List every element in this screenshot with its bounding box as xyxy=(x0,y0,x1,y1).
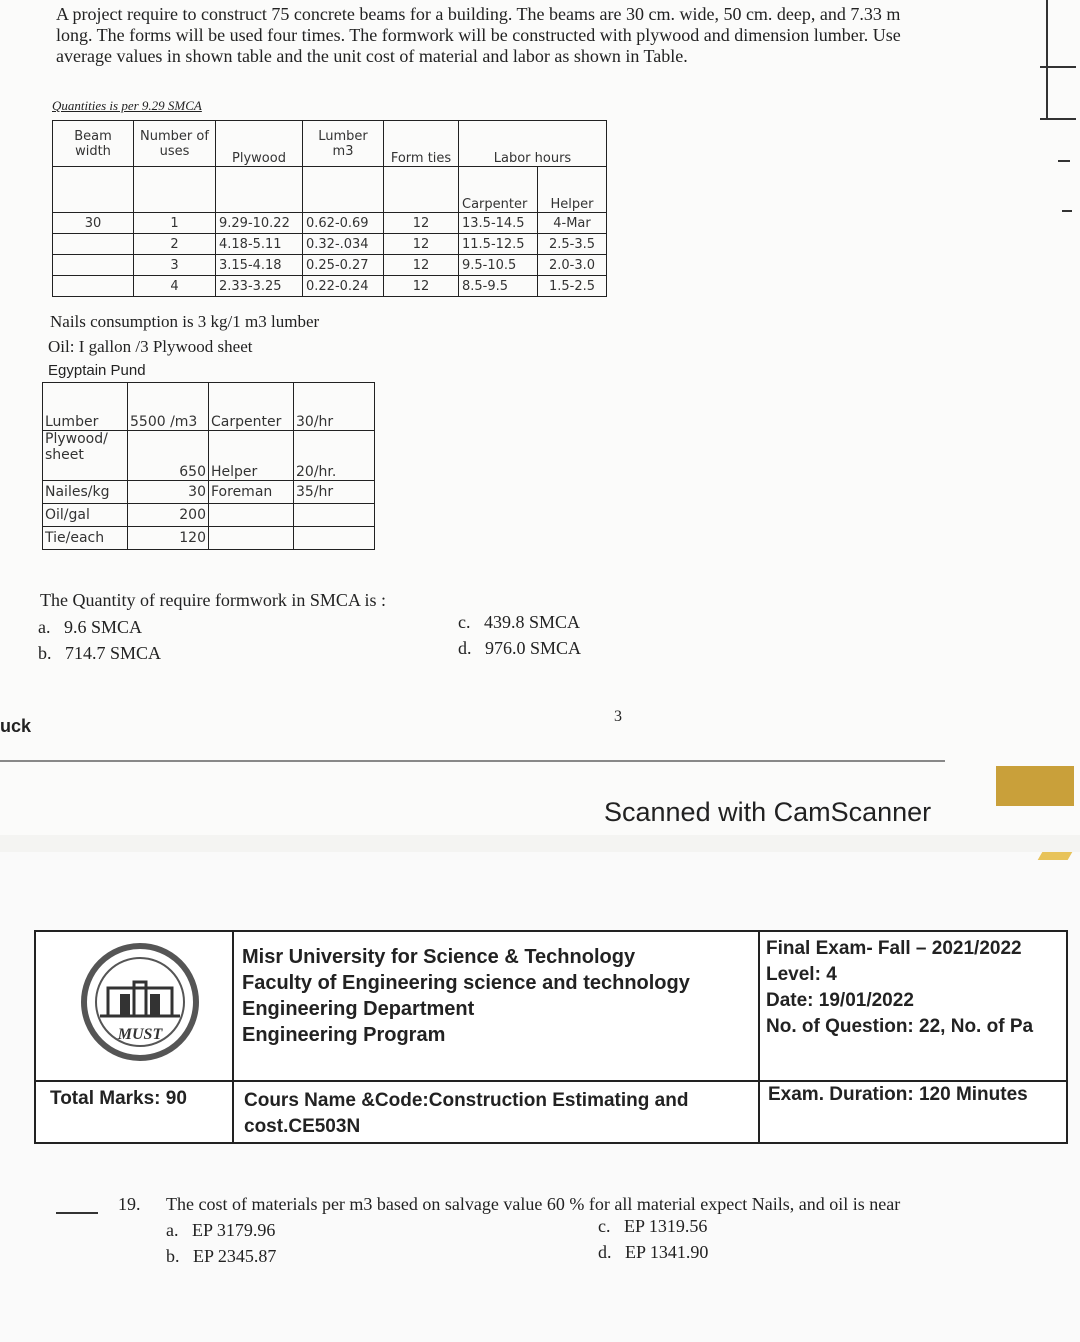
page-number: 3 xyxy=(614,708,622,725)
price-table-title: Egyptain Pund xyxy=(48,362,146,379)
table-row: 4 2.33-3.25 0.22-0.24 12 8.5-9.5 1.5-2.5 xyxy=(53,276,607,297)
margin-tick xyxy=(1062,210,1072,212)
table-row: Nailes/kg 30 Foreman 35/hr xyxy=(43,481,375,504)
option-a[interactable]: a. EP 3179.96 xyxy=(166,1220,276,1240)
table-row: Oil/gal 200 xyxy=(43,504,375,527)
program-name: Engineering Program xyxy=(242,1024,446,1046)
header-beam-width: Beam width xyxy=(53,121,134,167)
margin-tick xyxy=(1040,66,1076,68)
table-row: Tie/each 120 xyxy=(43,527,375,550)
table-row: 2 4.18-5.11 0.32-.034 12 11.5-12.5 2.5-3.5 xyxy=(53,234,607,255)
option-b[interactable]: b. EP 2345.87 xyxy=(166,1246,277,1266)
exam-date: Date: 19/01/2022 xyxy=(766,990,914,1011)
table-row: 30 1 9.29-10.22 0.62-0.69 12 13.5-14.5 4-Mar xyxy=(53,213,607,234)
exam-duration: Exam. Duration: 120 Minutes xyxy=(768,1084,1028,1105)
department-name: Engineering Department xyxy=(242,998,475,1020)
course-name: Cours Name &Code:Construction Estimating and cost.CE503N xyxy=(244,1090,689,1137)
table-caption: Quantities is per 9.29 SMCA xyxy=(52,98,202,113)
university-seal-icon xyxy=(80,942,200,1062)
answer-blank xyxy=(56,1212,98,1214)
paper-edge xyxy=(996,766,1074,806)
side-fragment: uck xyxy=(0,716,32,736)
oil-note: Oil: I gallon /3 Plywood sheet xyxy=(48,337,253,356)
exam-level: Level: 4 xyxy=(766,964,837,985)
paper-edge xyxy=(1038,852,1073,860)
option-c[interactable]: c. 439.8 SMCA xyxy=(458,612,581,632)
header-helper: Helper xyxy=(538,167,607,213)
header-form-ties: Form ties xyxy=(384,121,459,167)
problem-paragraph: A project require to construct 75 concrete beams for a building. The beams are 30 cm. wide, 50 cm. deep, and 7.33 m long. The forms will be used four times. The formwork will be constructed with plywood and dimension lumber. Use average values in shown table and the unit cost of material and labor as shown in Table. xyxy=(56,4,901,66)
table-row: Lumber 5500 /m3 Carpenter 30/hr xyxy=(43,383,375,431)
university-logo xyxy=(80,942,200,1062)
exam-title: Final Exam- Fall – 2021/2022 xyxy=(766,938,1022,959)
option-a[interactable]: a. 9.6 SMCA xyxy=(38,617,143,637)
option-c[interactable]: c. EP 1319.56 xyxy=(598,1216,708,1236)
margin-tick xyxy=(1040,118,1076,120)
divider xyxy=(0,760,945,762)
option-d[interactable]: d. EP 1341.90 xyxy=(598,1242,709,1262)
table-row: Plywood/ sheet 650 Helper 20/hr. xyxy=(43,431,375,481)
faculty-name: Faculty of Engineering science and technology xyxy=(242,972,690,994)
margin-tick xyxy=(1058,160,1070,162)
exam-question-count: No. of Question: 22, No. of Pa xyxy=(766,1016,1034,1037)
question-text-19: The cost of materials per m3 based on salvage value 60 % for all material expect Nails, and oil is near xyxy=(166,1194,901,1214)
header-plywood: Plywood xyxy=(216,121,303,167)
margin-line xyxy=(1046,0,1048,120)
price-table xyxy=(42,382,375,550)
exam-header-box xyxy=(34,930,1068,1144)
camscanner-watermark: Scanned with CamScanner xyxy=(604,797,932,827)
svg-text:MUST: MUST xyxy=(117,1026,163,1043)
header-number-of-uses: Number of uses xyxy=(134,121,216,167)
option-d[interactable]: d. 976.0 SMCA xyxy=(458,638,582,658)
header-carpenter: Carpenter xyxy=(459,167,538,213)
option-b[interactable]: b. 714.7 SMCA xyxy=(38,643,162,663)
nails-note: Nails consumption is 3 kg/1 m3 lumber xyxy=(50,312,320,331)
question-text: The Quantity of require formwork in SMCA is : xyxy=(40,590,386,610)
total-marks: Total Marks: 90 xyxy=(50,1088,187,1109)
university-name: Misr University for Science & Technology xyxy=(242,946,636,968)
table-row: 3 3.15-4.18 0.25-0.27 12 9.5-10.5 2.0-3.0 xyxy=(53,255,607,276)
quantities-table xyxy=(52,120,607,297)
header-labor-hours: Labor hours xyxy=(459,121,607,167)
header-lumber: Lumber m3 xyxy=(303,121,384,167)
question-number: 19. xyxy=(118,1194,141,1214)
